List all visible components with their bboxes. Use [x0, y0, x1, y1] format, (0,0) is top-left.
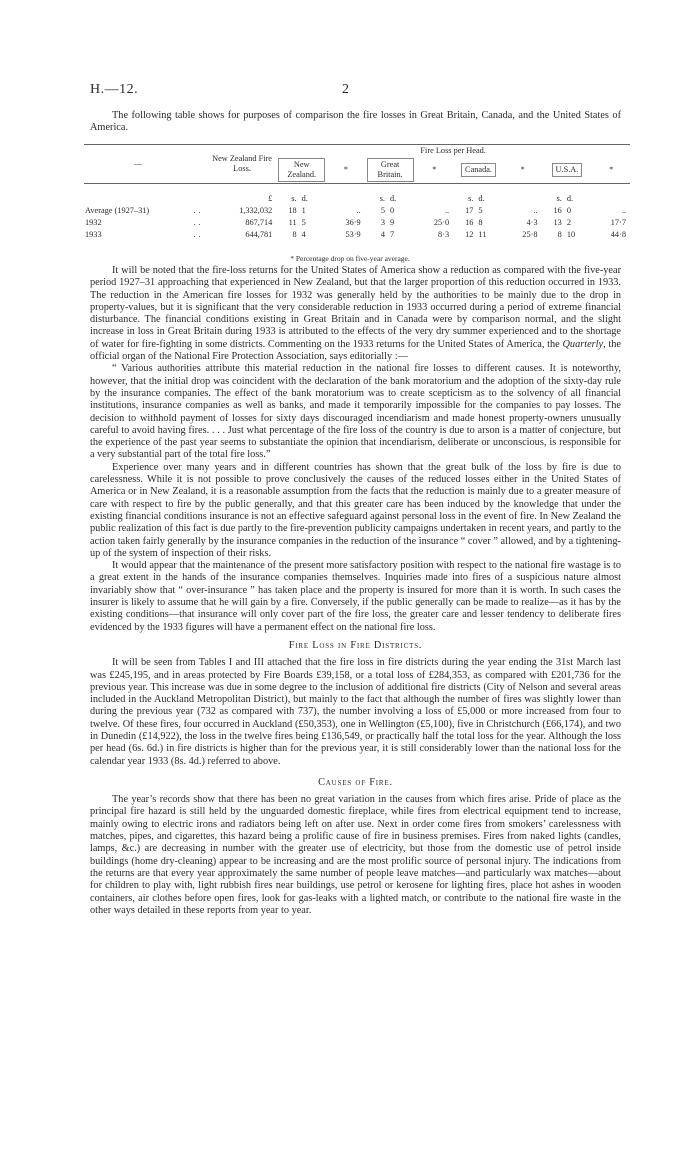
paragraph-causes: The year’s records show that there has been no great variation in the causes from which fires arise. Pride of place as the principal fire hazard is still held by the unguarded domestic fireplace, while fires from electrical equipment tend to increase, mainly owing to electric irons and radiators being left on after use. Next in order come fires from smokers’ carelessness with matches, pipes, and cigarettes, this hazard being a prolific cause of fire in business premises. Fires from naked lights (candles, lamps, &c.) are decreasing in number with the greater use of electricity, but those from the domestic use of petrol inside buildings (home dry-cleaning) appear to be increasing and are the most prolific source of personal injury. The indications from the returns are that every year approximately the same number of people leave matches—and particularly wax matches—about for children to play with, light rubbish fires near buildings, use petrol or kerosene for lighting fires, place hot ashes in wooden containers, air clothes before open fires, look for gas-leaks with a lighted match, or contribute to the national fire waste in the other ways detailed in these reports from year to year. — [90, 794, 621, 916]
cell-ca-pct: 25·8 — [522, 230, 538, 239]
cell-ca-s: 17 — [465, 206, 474, 215]
cell-ca-pct: .. — [533, 206, 538, 215]
cell-gb-pct: .. — [444, 206, 450, 215]
cell-gb-pct: 25·0 — [433, 218, 450, 227]
cell-gb-pct: 8·3 — [438, 230, 450, 239]
cell-ca-pct: 4·3 — [526, 218, 538, 227]
paragraph-us-returns: It will be noted that the fire-loss returns for the United States of America show a reduction as compared with the five-year period 1927–31 approaching that experienced in New Zealand, but that the larger proportion of this reduction occurred in 1933. The reduction in the American fire losses for 1932 was generally held by the authorities to be mainly due to the drop in property-values, but it is significant that the very considerable reduction in 1933 occurred during a period of extreme financial disturbance. The financial conditions existing in Great Britain and in Canada were by comparison normal, and the slight increase in loss in Great Britain during 1933 is attributed to the effects of the very dry summer experienced and to the shortage of water for fire-fighting in some districts. Commenting on the 1933 returns for the United States of America, the Quarterly, the official organ of the National Fire Protection Association, says editorially :— — [90, 265, 621, 363]
cell-us-s: 16 — [553, 206, 562, 215]
cell-us-d: 2 — [566, 218, 571, 227]
cell-nz-s: 8 — [292, 230, 297, 239]
header-star-us: * — [609, 165, 614, 174]
header-fire-loss-per-head: Fire Loss per Head. — [420, 146, 486, 155]
cell-nz-s: 18 — [288, 206, 297, 215]
cell-us-s: 8 — [557, 230, 562, 239]
page-number: 2 — [342, 82, 349, 97]
paragraph-carelessness: Experience over many years and in different countries has shown that the great bulk of the loss by fire is due to carelessness. While it is not possible to prove conclusively the causes of the reduced losses either in the United States of America or in New Zealand, it is a reasonable assumption from the facts that the reduction is mainly due to a greater measure of care with respect to fire by the public generally, and that this greater care has been induced by the knowledge that under the existing financial conditions insurance is not an effective safeguard against personal loss in the event of fire. In New Zealand the public realization of this fact is due partly to the fire-prevention publicity campaigns undertaken in recent years, and partly to the action taken fairly generally by the insurance companies in the reduction of the insurance “ cover ” allowed, and by a tightening-up of the system of inspection of their risks. — [90, 461, 621, 559]
header-star-ca: * — [520, 165, 525, 174]
cell-nz-d: 4 — [301, 230, 306, 239]
cell-gb-d: 7 — [390, 230, 395, 239]
cell-ca-s: 12 — [465, 230, 474, 239]
header-star-gb: * — [432, 165, 437, 174]
unit-shillings: s. — [291, 194, 297, 203]
cell-us-pct: 44·8 — [610, 230, 626, 239]
unit-pence: d. — [478, 194, 485, 203]
cell-nz-loss: 867,714 — [245, 218, 273, 227]
body-text — [90, 265, 621, 917]
document-reference: H.—12. — [90, 82, 139, 97]
fire-loss-comparison-table — [84, 144, 630, 241]
cell-gb-d: 0 — [390, 206, 395, 215]
paragraph-fire-districts: It will be seen from Tables I and III attached that the fire loss in fire districts during the year ending the 31st March last was £245,195, and in areas protected by Fire Boards £39,158, or a total loss of £284,353, as compared with £201,736 for the previous year. This increase was due in some degree to the inclusion of additional fire districts (City of Nelson and several areas included in the Auckland Metropolitan District), but mainly to the fact that although the number of fires was slightly lower than during the previous year (732 as compared with 737), the number involving a loss of £5,000 or more increased from four to twelve. Of these fires, four occurred in Auckland (£50,353), one in Wellington (£5,100), five in Christchurch (£66,174), and two in Dunedin (£14,922), the loss in the twelve fires being £136,549, or practically half the total loss for the year. Although the loss per head (6s. 6d.) in fire districts is higher than for the previous year, it is still considerably lower than the national loss for the calendar year 1933 (8s. 4d.) referred to above. — [90, 657, 621, 767]
table-row: 1933 .. 644,781 8 4 53·9 4 7 8·3 12 11 25·8 8 10 44·8 — [84, 229, 630, 241]
header-usa: U.S.A. — [552, 163, 583, 177]
cell-gb-s: 4 — [380, 230, 386, 239]
cell-gb-s: 5 — [380, 206, 386, 215]
cell-nz-pct: .. — [356, 206, 361, 215]
unit-shillings: s. — [556, 194, 562, 203]
table-footnote: * Percentage drop on five-year average. — [290, 254, 410, 263]
cell-gb-d: 9 — [390, 218, 395, 227]
cell-ca-d: 5 — [478, 206, 483, 215]
paragraph-insurance: It would appear that the maintenance of the present more satisfactory position with respect to the national fire wastage is to a great extent in the hands of the insurance companies themselves. Inquiries made into fires of a suspicious nature almost invariably show that “ over-insurance ” has taken place and the property is insured for more than it is worth. In such cases the insurer is likely to assume that he will gain by a fire. Conversely, if the public generally can be made to realize—as it has by the existing conditions—that insurance will only cover part of the fire loss, the greater care and lesser tendency to deliberate fires evidenced by the 1933 figures will have a permanent effect on the national fire loss. — [90, 560, 621, 633]
cell-nz-pct: 36·9 — [345, 218, 361, 227]
cell-gb-s: 3 — [380, 218, 386, 227]
section-heading-causes: Causes of Fire. — [318, 776, 393, 788]
cell-ca-s: 16 — [465, 218, 474, 227]
paragraph-quotation: “ Various authorities attribute this material reduction in the national fire losses to different causes. It is noteworthy, however, that the initial drop was coincident with the declaration of the bank moratorium and the adoption of the sixty-day rule by the insurance companies. The effect of the bank moratorium was to create scepticism as to the solvency of all financial institutions, insurance companies as well as banks, and made it temporarily impossible for the companies to pay losses. The decision to withhold payment of losses for sixty days discouraged incendiarism and made honest property-owners unusually careful to avoid having fires. . . . Just what percentage of the fire loss of the country is due to arson is a matter of conjecture, but the experience of the past year seems to substantiate the opinion that incendiarism, deliberate or unconscious, is responsible for a very substantial part of the total fire loss.” — [90, 363, 621, 461]
unit-shillings: s. — [468, 194, 474, 203]
table-row: 1932 .. 867,714 11 5 36·9 3 9 25·0 16 8 4·3 13 2 17·7 — [84, 217, 630, 229]
cell-nz-loss: 1,332,032 — [239, 206, 273, 215]
cell-ca-d: 11 — [478, 230, 487, 239]
cell-us-s: 13 — [553, 218, 562, 227]
header-great-britain: Great Britain. — [367, 158, 414, 182]
cell-us-pct: .. — [621, 206, 626, 215]
table-row: Average (1927–31) .. 1,332,032 18 1 .. 5 0 .. 17 5 .. 16 0 .. — [84, 205, 630, 217]
row-label: 1932 — [85, 218, 102, 227]
cell-nz-d: 5 — [301, 218, 306, 227]
cell-us-d: 10 — [566, 230, 576, 239]
unit-pound: £ — [268, 194, 273, 203]
header-nz-fire-loss: New Zealand Fire Loss. — [212, 154, 272, 173]
intro-paragraph: The following table shows for purposes of comparison the fire losses in Great Britain, Canada, and the United States of America. — [90, 110, 621, 134]
publication-title: Quarterly — [562, 338, 604, 350]
cell-us-d: 0 — [566, 206, 571, 215]
unit-shillings: s. — [379, 194, 386, 203]
table-blank-header: — — [134, 159, 143, 168]
unit-pence: d. — [566, 194, 574, 203]
header-new-zealand: New Zealand. — [278, 158, 325, 182]
unit-pence: d. — [301, 194, 308, 203]
cell-ca-d: 8 — [478, 218, 483, 227]
cell-nz-s: 11 — [288, 218, 297, 227]
row-label: Average (1927–31) — [85, 206, 150, 215]
row-label: 1933 — [85, 230, 102, 239]
cell-nz-loss: 644,781 — [245, 230, 273, 239]
header-star-nz: * — [343, 165, 348, 174]
cell-nz-pct: 53·9 — [345, 230, 361, 239]
header-canada: Canada. — [461, 163, 496, 177]
cell-us-pct: 17·7 — [610, 218, 626, 227]
unit-pence: d. — [390, 194, 397, 203]
section-heading-fire-districts: Fire Loss in Fire Districts. — [288, 639, 423, 651]
cell-nz-d: 1 — [301, 206, 306, 215]
